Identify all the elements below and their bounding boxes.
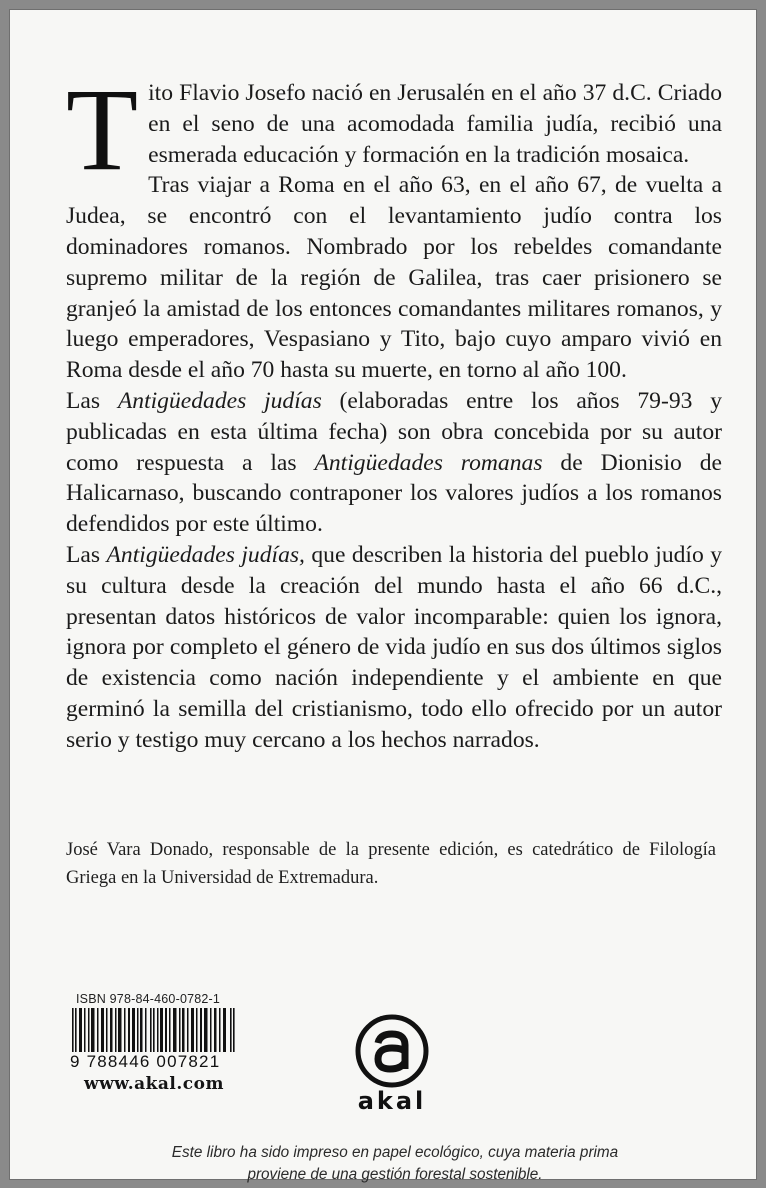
eco-note bbox=[50, 1142, 740, 1186]
drop-cap: T bbox=[66, 64, 139, 195]
website-url: www.akal.com bbox=[84, 1074, 224, 1094]
paragraph-1 bbox=[66, 64, 722, 195]
paragraph-1-text: ito Flavio Josefo nació en Jerusalén en el año 37 d.C. Criado en el seno de una acomodada familia judía, recibió una esmerada educación y formación en la tradición mosaica. bbox=[148, 80, 722, 168]
publisher-name: akal bbox=[357, 1087, 427, 1115]
p3-text-a: Las bbox=[66, 387, 118, 414]
paragraph-4 bbox=[66, 540, 722, 756]
editor-credit: José Vara Donado, responsable de la presente edición, es catedrático de Filología Griega en la Universidad de Extremadura. bbox=[66, 840, 716, 888]
synopsis bbox=[66, 64, 723, 756]
eco-note-line-2: proviene de una gestión forestal sostenible. bbox=[247, 1166, 543, 1183]
back-cover bbox=[9, 9, 757, 1183]
barcode-digits: 9 788446 007821 bbox=[68, 1052, 240, 1072]
p3-text-c: de Dionisio de Halicarnaso, buscando contraponer los valores judíos a los romanos defendidos por este último. bbox=[66, 449, 723, 538]
p4-title: Antigüedades judías, bbox=[106, 541, 305, 568]
paragraph-2: Tras viajar a Roma en el año 63, en el año 67, de vuelta a Judea, se encontró con el levantamiento judío contra los dominadores romanos. Nombrado por los rebeldes comandante supremo militar de la región de Galilea, tras caer prisionero se granjeó la amistad de los entonces comandantes militares romanos, y luego emperadores, Vespasiano y Tito, bajo cuyo amparo vivió en Roma desde el año 70 hasta su muerte, en torno al año 100. bbox=[66, 172, 722, 384]
p3-text-b: (elaboradas entre los años 79-93 y publicadas en esta última fecha) son obra concebida por su autor como respuesta a las bbox=[66, 387, 722, 476]
akal-logo-icon bbox=[354, 1013, 430, 1089]
p3-title-2: Antigüedades romanas bbox=[314, 449, 543, 476]
isbn-label: ISBN 978-84-460-0782-1 bbox=[76, 992, 221, 1006]
p4-text-b: que describen la historia del pueblo judío y su cultura desde la creación del mundo hasta el año 66 d.C., presentan datos históricos de valor incomparable: quien los ignora, ignora por completo el género de vida judío en sus dos últimos siglos de existencia como nación independiente y el ambiente en que germinó la semilla del cristianismo, todo ello ofrecido por un autor serio y testigo muy cercano a los hechos narrados. bbox=[66, 541, 722, 753]
eco-note-line-1: Este libro ha sido impreso en papel ecológico, cuya materia prima bbox=[171, 1144, 619, 1161]
p3-title-1: Antigüedades judías bbox=[117, 387, 322, 414]
p4-text-a: Las bbox=[66, 541, 107, 568]
paragraph-3 bbox=[66, 386, 722, 540]
